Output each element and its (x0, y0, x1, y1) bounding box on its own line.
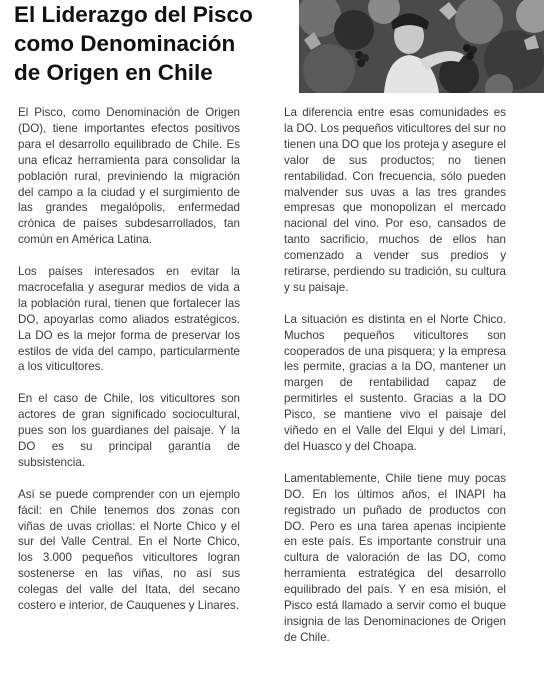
paragraph: La diferencia entre esas comunidades es la DO. Los pequeños viticultores del sur no tienen una DO que los proteja y asegure el valor de sus productos; no tienen rentabilidad. Con frecuencia, sólo pueden malvender sus uvas a las tres grandes empresas que monopolizan el mercado nacional del vino. Por eso, cansados de tanto sacrificio, muchos de ellos han comenzado a vender sus predios y retirarse, perdiendo su tradición, su cultura y su paisaje. (284, 106, 506, 294)
paragraph: Lamentablemente, Chile tiene muy pocas DO. En los últimos años, el INAPI ha registrado un puñado de productos con DO. Pero es una tarea apenas incipiente en este país. Es importante construir una cultura de valoración de las DO, como herramienta estratégica del desarrollo equilibrado del país. Y en esa misión, el Pisco está llamado a servir como el buque insignia de las Denominaciones de Origen de Chile. (284, 471, 506, 644)
paragraph: Así se puede comprender con un ejemplo fácil: en Chile tenemos dos zonas con viñas de uvas criollas: el Norte Chico y el sur del Valle Central. En el Norte Chico, los 3.000 pequeños viticultores logran sostenerse en las viñas, no así sus colegas del valle del Itata, del secano costero e interior, de Cauquenes y Linares. (18, 487, 240, 613)
left-text-column (18, 105, 240, 614)
paragraph: El Pisco, como Denominación de Origen (DO), tiene importantes efectos positivos para el desarrollo equilibrado de Chile. Es una eficaz herramienta para consolidar la población rural, previniendo la migración del campo a la ciudad y el surgimiento de las grandes megalópolis, enfermedad crónica de países subdesarrollados, tan común en América Latina. (18, 106, 240, 247)
paragraph: En el caso de Chile, los viticultores son actores de gran significado sociocultural, pues son los guardianes del paisaje. Y la DO es su principal garantía de subsistencia. (18, 392, 240, 469)
title-line-2: como Denominación (14, 31, 236, 56)
title-line-1: El Liderazgo del Pisco (14, 2, 253, 27)
paragraph: La situación es distinta en el Norte Chico. Muchos pequeños viticultores son cooperados de una pisquera; y la empresa les permite, gracias a la DO, mantener un margen de rentabilidad capaz de permitirles el sustento. Gracias a la DO Pisco, se mantiene vivo el paisaje del viñedo en el Valle del Elqui y del Limarí, del Huasco y del Choapa. (284, 312, 506, 454)
right-text-column (284, 105, 506, 646)
title-line-3: de Origen en Chile (14, 60, 213, 85)
paragraph: Los países interesados en evitar la macrocefalia y asegurar medios de vida a la población rural, tienen que fortalecer las DO, apoyarlas como aliados estratégicos. La DO es la mejor forma de preservar los estilos de vida del campo, particularmente a los viticultores. (18, 265, 240, 374)
article-title (14, 0, 294, 87)
photo-image (299, 0, 544, 93)
vineyard-worker-photo (299, 0, 544, 93)
